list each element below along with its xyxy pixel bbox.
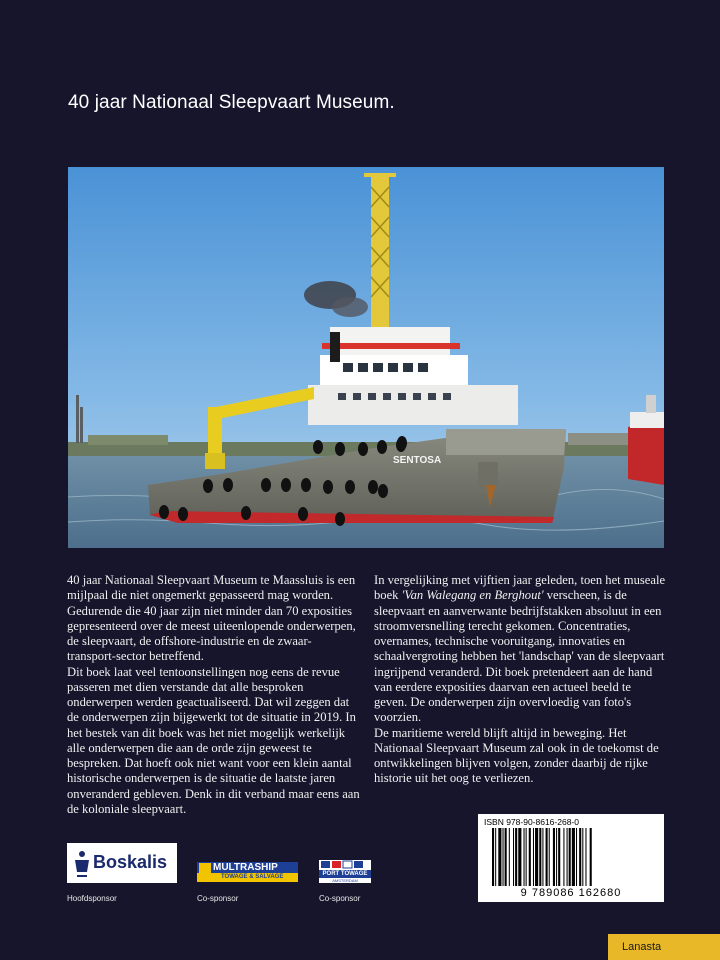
barcode-bar: [567, 828, 568, 886]
barcode-bar: [509, 828, 510, 886]
ship-photo: [68, 167, 664, 548]
barcode-bar: [529, 828, 531, 886]
paragraph: 40 jaar Nationaal Sleepvaart Museum te Maassluis is een mijlpaal die niet ongemerkt gepasseerd mag worden. Gedurende die 40 jaar zijn niet minder dan 70 exposities gepresenteerd over de meest uiteenlopende onderwerpen, de sleepvaart, de offshore-industrie en de zwaar-transport-sector betreffend.: [67, 573, 356, 664]
barcode-bar: [558, 828, 560, 886]
tugboat-photo-illustration: [68, 167, 664, 548]
barcode-bar: [576, 828, 577, 886]
ship-name: SENTOSA: [393, 455, 442, 466]
barcode-bar: [590, 828, 592, 886]
barcode-bar: [518, 828, 521, 886]
barcode-digits: 9 789086 162680: [520, 887, 622, 899]
sponsor-caption: Co-sponsor: [319, 894, 361, 903]
barcode-bar: [533, 828, 534, 886]
paragraph: Dit boek laat veel tentoonstellingen nog eens de revue passeren met dien verstande dat alle besproken onderwerpen werden geactualiseerd. Dat wil zeggen dat de onderwerpen zijn bijgewerkt tot de situatie in 2019. In het bestek van dit boek was het niet mogelijk werkelijk alle onderwerpen die aan de orde zijn geweest te bespreken. Dat hoeft ook niet want voor een klein aantal historische onderwerpen is de situatie de laatste jaren onveranderd gebleven. Denk in dit verband maar eens aan de koloniale sleepvaart.: [67, 664, 360, 816]
paragraph: In vergelijking met vijftien jaar geleden, toen het museale boek 'Van Walegang en Berghout' verscheen, is de sleepvaart en aanverwante bedrijfstakken absoluut in een stroomversnelling terecht gekomen. Concentraties, overnames, technische vooruitgang, innovaties en schaalvergroting hebben het 'landschap' van de sleepvaart ingrijpend veranderd. Dit boek pretendeert aan de hand van eerdere exposities daarvan een actueel beeld te geven. De onderwerpen zijn overvloedig van foto's voorzien.: [374, 573, 666, 725]
barcode-bar: [498, 828, 501, 886]
barcode-bar: [524, 828, 525, 886]
isbn-barcode: [478, 814, 664, 902]
barcode-bar: [572, 828, 575, 886]
barcode-bar: [495, 828, 496, 886]
publisher-label: Lanasta: [608, 934, 720, 960]
barcode-bar: [513, 828, 514, 886]
isbn-number: ISBN 978-90-8616-268-0: [484, 817, 579, 827]
port-towage-logo: PORT TOWAGE AMSTERDAM: [319, 860, 371, 883]
intro-text-right: [374, 573, 667, 787]
barcode-bar: [563, 828, 564, 886]
barcode-bar: [515, 828, 517, 886]
barcode-bar: [492, 828, 494, 886]
multraship-logo: MULTRASHIP TOWAGE & SALVAGE: [197, 862, 298, 882]
barcode-bar: [553, 828, 555, 886]
barcode-bar: [526, 828, 527, 886]
barcode-bar: [505, 828, 507, 886]
barcode-bar: [585, 828, 586, 886]
barcode-bar: [503, 828, 504, 886]
boskalis-logo: [67, 843, 177, 883]
barcode-bar: [546, 828, 548, 886]
boskalis-wordmark: Boskalis: [93, 852, 168, 872]
port-towage-flags-icon: [319, 860, 371, 870]
barcode-bar: [539, 828, 541, 886]
book-title: 'Van Walegang en Berghout': [401, 588, 544, 603]
barcode-bar: [542, 828, 543, 886]
intro-text-left: [67, 573, 360, 817]
red-ship: [628, 419, 664, 485]
barcode-bar: [535, 828, 538, 886]
barcode-bar: [579, 828, 581, 886]
multraship-icon: [199, 863, 211, 881]
barcode-bar: [569, 828, 571, 886]
barcode-bar: [549, 828, 550, 886]
sponsor-caption: Hoofdsponsor: [67, 894, 117, 903]
barcode-bar: [556, 828, 557, 886]
paragraph: De maritieme wereld blijft altijd in beweging. Het Nationaal Sleepvaart Museum zal ook in de toekomst de ontwikkelingen blijven volgen, zonder daarbij de rijke historie uit het oog te verliezen.: [374, 725, 659, 786]
sponsor-caption: Co-sponsor: [197, 894, 239, 903]
barcode-bar: [582, 828, 583, 886]
page-title: 40 jaar Nationaal Sleepvaart Museum.: [68, 92, 395, 113]
radio-tower: [76, 395, 79, 443]
